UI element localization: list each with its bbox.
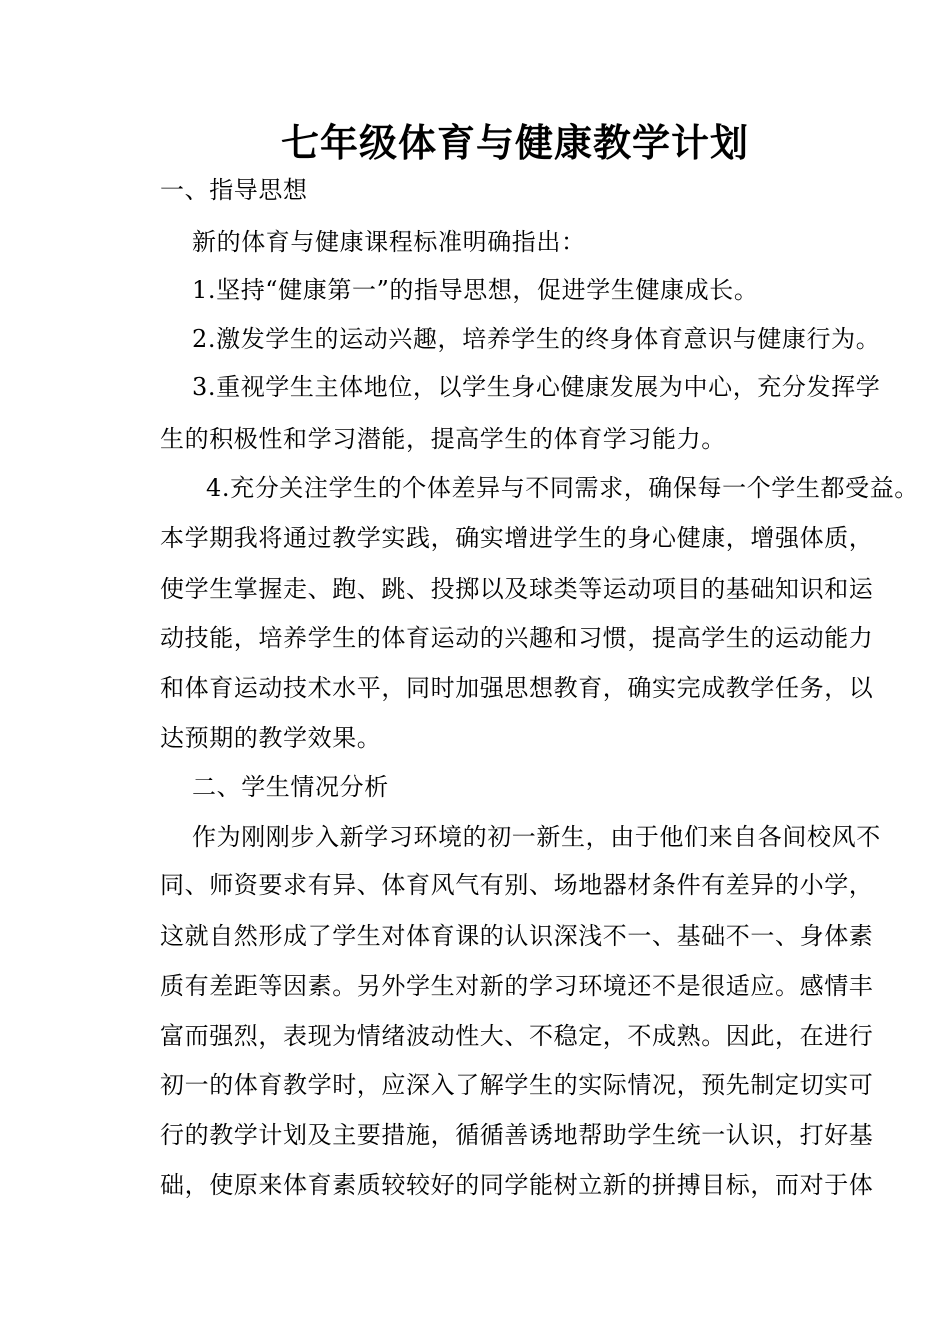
paragraph-line: 质有差距等因素。另外学生对新的学习环境还不是很适应。感情丰 — [160, 972, 874, 1000]
list-item-1: 1.坚持“健康第一”的指导思想，促进学生健康成长。 — [192, 276, 759, 304]
paragraph-line: 动技能，培养学生的体育运动的兴趣和习惯，提高学生的运动能力 — [160, 624, 874, 652]
document-title: 七年级体育与健康教学计划 — [280, 120, 749, 165]
paragraph-line: 作为刚刚步入新学习环境的初一新生，由于他们来自各间校风不 — [192, 823, 881, 851]
paragraph-line: 达预期的教学效果。 — [160, 724, 382, 752]
paragraph-line: 和体育运动技术水平，同时加强思想教育，确实完成教学任务，以 — [160, 674, 874, 702]
paragraph-line: 使学生掌握走、跑、跳、投掷以及球类等运动项目的基础知识和运 — [160, 575, 874, 603]
section-heading-guiding-thought: 一、指导思想 — [160, 176, 308, 204]
paragraph-line: 新的体育与健康课程标准明确指出： — [192, 228, 586, 256]
paragraph-line: 同、师资要求有异、体育风气有别、场地器材条件有差异的小学， — [160, 871, 874, 899]
paragraph-line: 初一的体育教学时，应深入了解学生的实际情况，预先制定切实可 — [160, 1071, 874, 1099]
list-item-4: 4.充分关注学生的个体差异与不同需求，确保每一个学生都受益。 — [206, 474, 919, 502]
section-heading-student-analysis: 二、学生情况分析 — [192, 773, 389, 801]
paragraph-line: 这就自然形成了学生对体育课的认识深浅不一、基础不一、身体素 — [160, 922, 874, 950]
paragraph-line: 富而强烈，表现为情绪波动性大、不稳定，不成熟。因此，在进行 — [160, 1022, 874, 1050]
paragraph-line: 础，使原来体育素质较较好的同学能树立新的拼搏目标，而对于体 — [160, 1171, 874, 1199]
paragraph-line: 本学期我将通过教学实践，确实增进学生的身心健康，增强体质， — [160, 524, 874, 552]
list-item-3: 3.重视学生主体地位，以学生身心健康发展为中心，充分发挥学 — [192, 373, 881, 401]
paragraph-line: 行的教学计划及主要措施，循循善诱地帮助学生统一认识，打好基 — [160, 1121, 874, 1149]
paragraph-line: 生的积极性和学习潜能，提高学生的体育学习能力。 — [160, 425, 726, 453]
list-item-2: 2.激发学生的运动兴趣，培养学生的终身体育意识与健康行为。 — [192, 325, 881, 353]
